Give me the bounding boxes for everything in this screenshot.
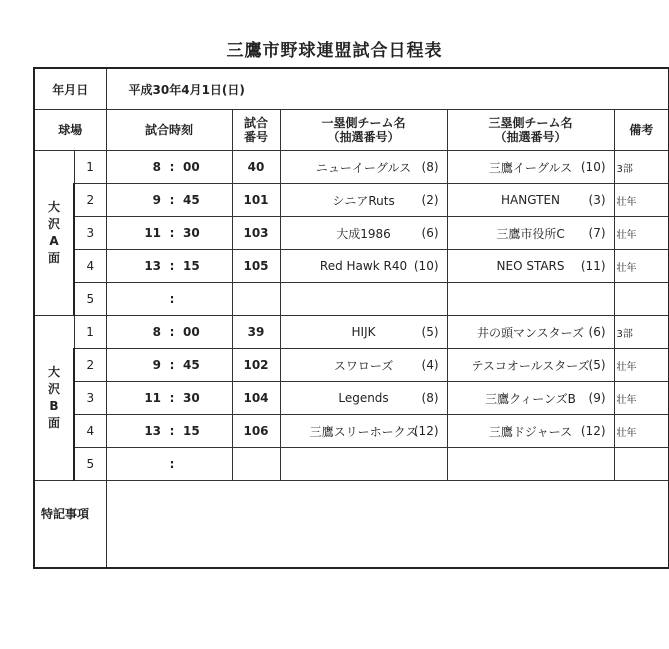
- header-first-base-line1: 一塁側チーム名: [321, 116, 406, 130]
- game-time-hour: 8: [152, 160, 162, 174]
- game-slot-number: 2: [74, 349, 106, 382]
- venue-name-char: 面: [47, 416, 60, 430]
- venue-name-char: 沢: [47, 217, 60, 231]
- first-base-lot-number: (4): [421, 358, 439, 372]
- game-slot-number: 1: [74, 151, 106, 184]
- third-base-team: [447, 448, 614, 481]
- first-base-lot-number: (8): [421, 160, 439, 174]
- first-base-team-name: ニューイーグルス: [315, 160, 412, 175]
- third-base-team: [447, 250, 614, 283]
- venue-name-char: B: [49, 399, 59, 413]
- first-base-team: [280, 250, 447, 283]
- first-base-team: [280, 217, 447, 250]
- game-time-minute: 30: [183, 226, 200, 240]
- header-first-base: [280, 110, 447, 151]
- first-base-team-name: Legends: [338, 391, 389, 405]
- first-base-lot-number: (10): [413, 259, 439, 273]
- header-game-no: [232, 110, 280, 151]
- game-time: [106, 250, 232, 283]
- third-base-lot-number: (12): [580, 424, 606, 438]
- first-base-team-name: 三鷹スリーホークス: [309, 424, 418, 439]
- header-first-base-line2: （抽選番号）: [327, 130, 400, 144]
- game-time-minute: 15: [183, 259, 200, 273]
- first-base-lot-number: (2): [421, 193, 439, 207]
- game-number: 40: [232, 151, 280, 184]
- special-notes-value: [106, 481, 669, 569]
- game-row: [34, 316, 669, 349]
- venue-name: [34, 316, 74, 481]
- game-note: 壮年: [614, 349, 669, 382]
- game-number: [232, 283, 280, 316]
- header-game-no-line1: 試合: [244, 116, 269, 130]
- third-base-team-name: 三鷹市役所C: [496, 226, 565, 241]
- game-number: 103: [232, 217, 280, 250]
- game-time-minute: 45: [183, 358, 200, 372]
- venue-name-char: 沢: [47, 382, 60, 396]
- third-base-lot-number: (5): [588, 358, 606, 372]
- game-number: 104: [232, 382, 280, 415]
- venue-name-char: 面: [47, 251, 60, 265]
- first-base-team: [280, 448, 447, 481]
- first-base-team: [280, 349, 447, 382]
- game-slot-number: 4: [74, 250, 106, 283]
- third-base-team-name: 三鷹クィーンズB: [485, 391, 576, 406]
- game-slot-number: 3: [74, 217, 106, 250]
- game-time-minute: 00: [183, 160, 200, 174]
- game-slot-number: 3: [74, 382, 106, 415]
- first-base-team: [280, 283, 447, 316]
- game-note: 壮年: [614, 217, 669, 250]
- game-time-minute: 15: [183, 424, 200, 438]
- schedule-table: [33, 67, 669, 569]
- game-time-colon: :: [169, 193, 175, 207]
- game-time-colon: :: [169, 358, 175, 372]
- venue-name: [34, 151, 74, 316]
- game-number: 101: [232, 184, 280, 217]
- game-time: [106, 382, 232, 415]
- header-third-base: [447, 110, 614, 151]
- date-label: 年月日: [34, 68, 106, 110]
- first-base-team-name: Red Hawk R40: [319, 259, 408, 273]
- first-base-team-name: シニアRuts: [332, 193, 395, 208]
- game-time-colon: :: [169, 457, 175, 471]
- game-row: [34, 217, 669, 250]
- game-time: [106, 415, 232, 448]
- game-note: 壮年: [614, 250, 669, 283]
- game-row: [34, 415, 669, 448]
- first-base-team: [280, 382, 447, 415]
- game-note: 3部: [614, 151, 669, 184]
- game-row: [34, 448, 669, 481]
- third-base-team: [447, 217, 614, 250]
- game-row: [34, 151, 669, 184]
- game-row: [34, 250, 669, 283]
- first-base-lot-number: (6): [421, 226, 439, 240]
- special-notes-row: [34, 481, 669, 569]
- header-notes: 備考: [614, 110, 669, 151]
- third-base-team: [447, 316, 614, 349]
- venue-name-char: A: [49, 234, 59, 248]
- schedule-body: [34, 68, 669, 568]
- header-time: 試合時刻: [106, 110, 232, 151]
- third-base-team: [447, 382, 614, 415]
- game-note: 3部: [614, 316, 669, 349]
- third-base-team: [447, 151, 614, 184]
- game-time: [106, 349, 232, 382]
- game-time-hour: 13: [144, 259, 162, 273]
- game-time-hour: 13: [144, 424, 162, 438]
- game-time-minute: 30: [183, 391, 200, 405]
- game-time-minute: 00: [183, 325, 200, 339]
- third-base-team-name: 三鷹イーグルス: [488, 160, 573, 175]
- game-row: [34, 349, 669, 382]
- game-row: [34, 382, 669, 415]
- third-base-team: [447, 283, 614, 316]
- game-time: [106, 184, 232, 217]
- third-base-lot-number: (6): [588, 325, 606, 339]
- game-time: [106, 283, 232, 316]
- game-note: 壮年: [614, 184, 669, 217]
- venue-name-char: 大: [47, 365, 60, 379]
- game-number: 105: [232, 250, 280, 283]
- game-slot-number: 5: [74, 448, 106, 481]
- game-number: 106: [232, 415, 280, 448]
- third-base-team: [447, 415, 614, 448]
- game-time-hour: 9: [152, 358, 162, 372]
- game-number: 102: [232, 349, 280, 382]
- first-base-lot-number: (8): [421, 391, 439, 405]
- game-time: [106, 448, 232, 481]
- game-slot-number: 5: [74, 283, 106, 316]
- first-base-team-name: HIJK: [351, 325, 376, 339]
- game-slot-number: 4: [74, 415, 106, 448]
- game-time-minute: 45: [183, 193, 200, 207]
- venue-name-char: 大: [47, 200, 60, 214]
- game-slot-number: 1: [74, 316, 106, 349]
- game-time-hour: 9: [152, 193, 162, 207]
- header-row: [34, 110, 669, 151]
- game-note: 壮年: [614, 415, 669, 448]
- third-base-team: [447, 349, 614, 382]
- game-time-colon: :: [169, 325, 175, 339]
- game-row: [34, 184, 669, 217]
- game-time-hour: 11: [144, 391, 162, 405]
- game-time: [106, 151, 232, 184]
- third-base-lot-number: (3): [588, 193, 606, 207]
- first-base-team: [280, 415, 447, 448]
- special-notes-label: 特記事項: [34, 481, 106, 569]
- game-time-colon: :: [169, 424, 175, 438]
- game-slot-number: 2: [74, 184, 106, 217]
- date-value: 平成30年4月1日(日): [106, 68, 669, 110]
- game-time-colon: :: [169, 292, 175, 306]
- first-base-lot-number: (5): [421, 325, 439, 339]
- header-venue: 球場: [34, 110, 106, 151]
- game-time-colon: :: [169, 226, 175, 240]
- third-base-lot-number: (7): [588, 226, 606, 240]
- game-time-colon: :: [169, 391, 175, 405]
- header-third-base-line2: （抽選番号）: [494, 130, 567, 144]
- third-base-team-name: 三鷹ドジャース: [488, 424, 573, 439]
- game-note: [614, 448, 669, 481]
- first-base-team: [280, 184, 447, 217]
- third-base-lot-number: (11): [580, 259, 606, 273]
- first-base-team-name: 大成1986: [336, 226, 391, 241]
- game-note: 壮年: [614, 382, 669, 415]
- game-time-colon: :: [169, 259, 175, 273]
- third-base-team-name: NEO STARS: [496, 259, 565, 273]
- game-number: [232, 448, 280, 481]
- game-row: [34, 283, 669, 316]
- first-base-team: [280, 316, 447, 349]
- header-third-base-line1: 三塁側チーム名: [488, 116, 573, 130]
- third-base-lot-number: (10): [580, 160, 606, 174]
- game-time: [106, 316, 232, 349]
- game-number: 39: [232, 316, 280, 349]
- header-game-no-line2: 番号: [244, 130, 269, 144]
- first-base-lot-number: (12): [413, 424, 439, 438]
- game-time-hour: 8: [152, 325, 162, 339]
- game-note: [614, 283, 669, 316]
- third-base-lot-number: (9): [588, 391, 606, 405]
- first-base-team-name: スワローズ: [333, 358, 394, 373]
- date-row: [34, 68, 669, 110]
- third-base-team: [447, 184, 614, 217]
- third-base-team-name: HANGTEN: [501, 193, 560, 207]
- third-base-team-name: 井の頭マンスターズ: [476, 325, 585, 340]
- game-time: [106, 217, 232, 250]
- third-base-team-name: テスコオールスターズ: [471, 358, 590, 373]
- document-title: 三鷹市野球連盟試合日程表: [226, 41, 443, 61]
- game-time-colon: :: [169, 160, 175, 174]
- first-base-team: [280, 151, 447, 184]
- game-time-hour: 11: [144, 226, 162, 240]
